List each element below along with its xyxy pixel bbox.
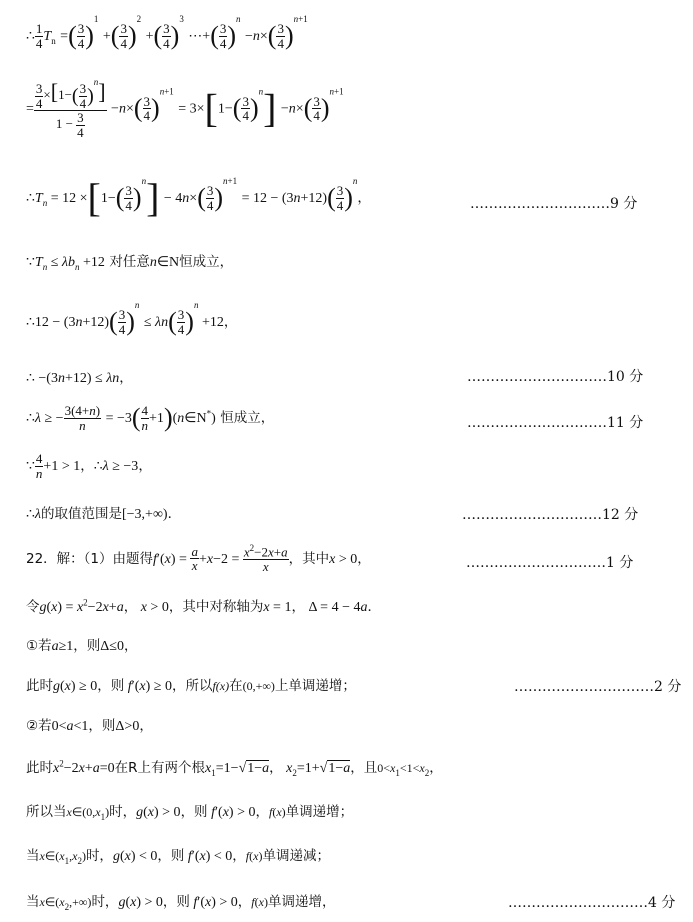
line-13-text-g: 上单调递增； [274,678,356,694]
line-17-text-a: 当 [26,848,40,864]
line-16-text-c: 时， [109,804,137,820]
equation-line-15: 此时$x^2-2x+a=0$在R上有两个根$x_1=1-√1-a$， $x_2=1+√1-a$，且$0<x_1<1<x_2$， [26,758,443,778]
score-9: …………………………9 分 [470,196,638,212]
equation-line-7: ∴λ ≥ − $\frac{3(4+n)}{n}$ = −3( $\frac{4}{n}$ +1)(n∈N*) 恒成立， [26,403,275,433]
line-11-text-a: 令 [26,599,40,615]
score-1: …………………………1 分 [466,555,634,571]
line-15-text-c: 在R上有两个根 [114,760,206,776]
line-10-text-a: 22．解：（1）由题得 [26,550,154,567]
line-13-fx: f(x) [212,679,230,693]
line-15-text-a: 此时 [26,760,53,776]
equation-line-18: 当$x\in(x_2,+\infty)$时，g(x) > 0，则 f′(x) > 0，f(x)单调递增， [26,894,336,912]
equation-line-11: 令$g(x) = x^2-2x+a$， x > 0，其中对称轴为x = 1， Δ = 4 − 4a． [26,597,381,615]
equation-line-14: ②若0<a<1，则Δ>0， [26,718,153,734]
line-11-text-c: 其中对称轴为 [182,599,264,615]
line-13-interval: (0,+∞) [242,679,275,693]
line-18-text-e: 单调递增， [267,894,336,910]
line-10-text-c: ，其中 [288,550,330,567]
line-4-text-b: 对任意 [109,254,150,270]
equation-line-12: ①若a≥1，则Δ≤0， [26,638,138,654]
equation-line-6: ∴ −(3n+12) ≤ λn， [26,370,133,386]
line-17-text-c: 时， [85,848,113,864]
score-2: …………………………2 分 [514,679,682,695]
equation-line-3: $\therefore T_n = 12 \times[1-$( $\frac{3}{4}$ )$^n$] − 4n×( $\frac{3}{4}$ )$^{n+1}$ = 12 − (3n+12)( $\frac{3}{4}$ )$^n$， [26,175,371,220]
equation-line-16: 所以当$x\in(0,x_1)$时，g(x) > 0，则 f′(x) > 0，f(x)单调递增； [26,804,354,822]
equation-line-17: 当$x\in(x_1,x_2)$时，g(x) < 0，则 f′(x) < 0，f(x)单调递减； [26,848,330,866]
equation-line-2: = $\frac{3}{4}$ ×[1−( $\frac{3}{4}$ )$^n$] 1 − $\frac{3}{4}$ −n×( $\frac{3}{4}$ )$^{n+1}$ = 3×[1−( $\frac{3}{4}$ )$^n$] −n×( $\frac{3}{4}$ )$^{n+1}$ [26,77,344,140]
line-16-text-a: 所以当 [26,804,67,820]
equation-line-10: 22．解：（1）由题得f′(x) = $\frac{a}{x}$ +x−2 = $\frac{x^2-2x+a}{x}$ ，其中x > 0， [26,543,371,574]
line-18-text-a: 当 [26,894,40,910]
score-10: …………………………10 分 [467,369,644,385]
equation-line-9: ∴λ的取值范围是[−3,+∞)． [26,506,182,522]
line-17-text-e: 单调递减； [262,848,330,864]
line-7-text-b: 恒成立， [220,410,275,427]
equation-line-5: ∴12 − (3n+12)( $\frac{3}{4}$ )$^n$ ≤ λn( $\frac{3}{4}$ )$^n$ +12， [26,300,238,337]
score-11: …………………………11 分 [467,415,644,431]
line-13-text-c: 所以 [185,678,213,694]
line-18-text-c: 时， [91,894,119,910]
equation-line-13: 此时g(x) ≥ 0，则 f′(x) ≥ 0，所以f(x)在(0,+∞)上单调递增； [26,678,356,694]
score-4: …………………………4 分 [508,895,676,911]
line-13-text-a: 此时 [26,678,53,694]
line-15-text-e: 且 [363,760,378,776]
line-13-text-e: 在 [229,678,243,694]
line-4-text-d: 恒成立， [179,254,234,270]
equation-line-1: ∴ $\frac{1}{4}$ $T_n$ =( $\frac{3}{4}$ )$^1$ +( $\frac{3}{4}$ )$^2$ +( $\frac{3}{4}$ )$^3$ ⋯+( $\frac{3}{4}$ )$^n$ −n×( $\frac{3}{4}$ )$^{n+1}$ [26,14,308,51]
line-16-text-e: 单调递增； [285,804,354,820]
equation-line-8: ∵ $\frac{4}{n}$ +1 > 1，∴λ ≥ −3， [26,451,152,481]
equation-line-4: $\because T_n \le \lambda b_n +12$ 对任意n∈N恒成立， [26,254,234,272]
score-12: …………………………12 分 [462,507,639,523]
line-9-text-b: 的取值范围是 [41,506,122,522]
